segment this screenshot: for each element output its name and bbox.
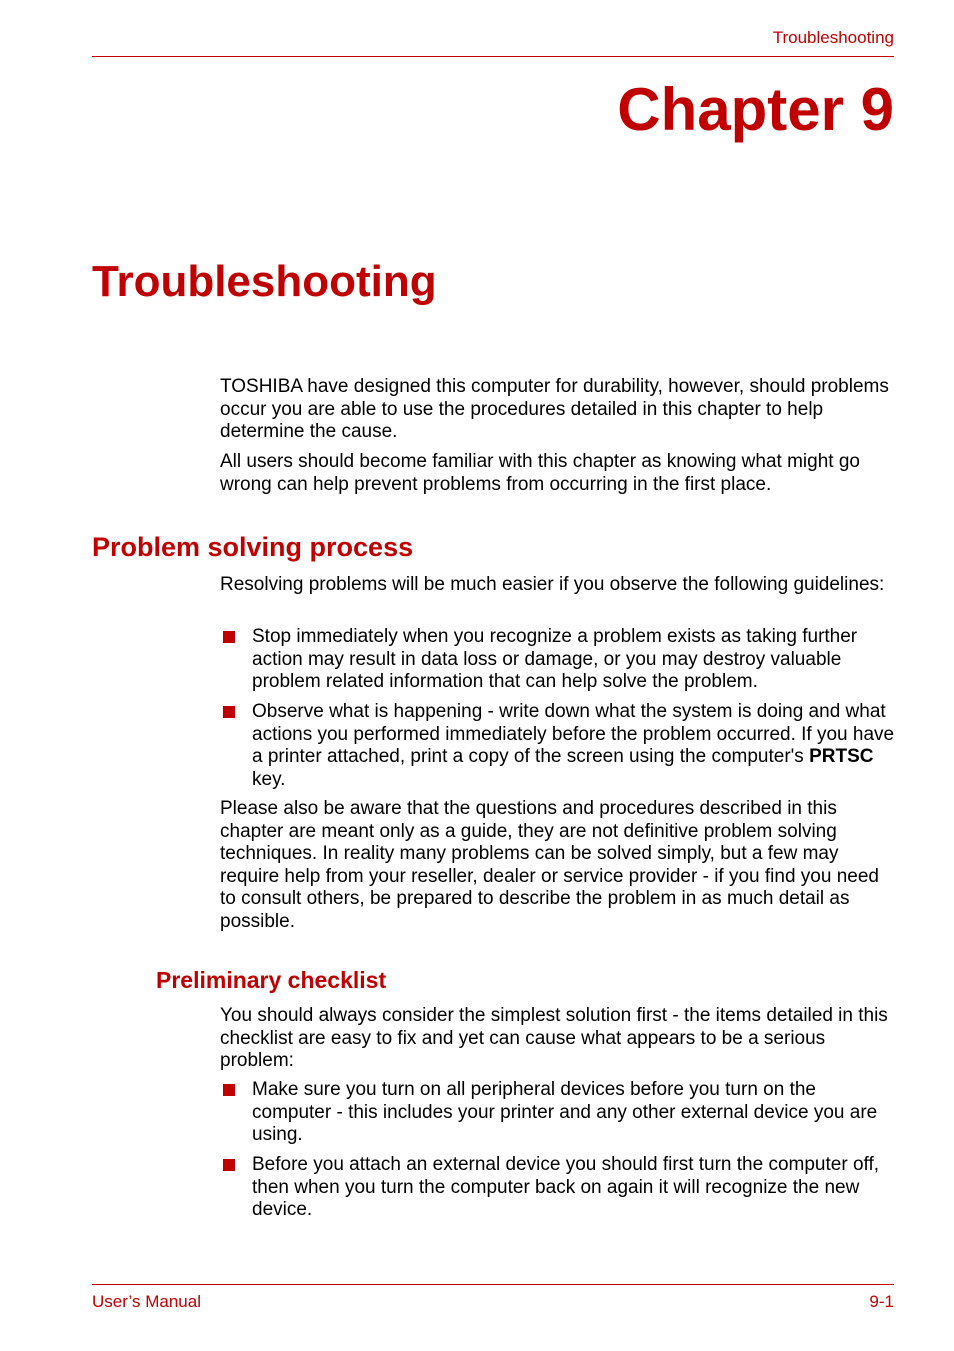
list-item-text: Stop immediately when you recognize a problem exists as taking further action may result in data loss or damage, or you may destroy valuable problem related information that can help solve the problem. <box>252 626 858 693</box>
subsection-heading-preliminary-checklist: Preliminary checklist <box>156 967 387 993</box>
key-name: PRTSC <box>809 746 874 768</box>
chapter-label: Chapter 9 <box>617 76 894 143</box>
list-item-text: Before you attach an external device you should first turn the computer off, then when you turn the computer back on again it will recognize the new device. <box>252 1154 880 1221</box>
intro-paragraph-1: TOSHIBA have designed this computer for durability, however, should problems occur you are able to use the procedures detailed in this chapter to help determine the cause. <box>220 376 889 443</box>
page-number: 9-1 <box>869 1292 894 1311</box>
section2-lead: You should always consider the simplest solution first - the items detailed in this checklist are easy to fix and yet can cause what appears to be a serious problem: <box>220 1005 888 1072</box>
bullet-square-icon <box>223 706 235 718</box>
page-title: Troubleshooting <box>92 257 437 306</box>
bullet-square-icon <box>223 1084 235 1096</box>
section1-lead: Resolving problems will be much easier if you observe the following guidelines: <box>220 574 885 595</box>
section-heading-problem-solving: Problem solving process <box>92 532 414 562</box>
section1-closing: Please also be aware that the questions and procedures described in this chapter are meant only as a guide, they are not definitive problem solving techniques. In reality many problems can be solved simply, but a few may require help from your reseller, dealer or service provider - if you find you need to consult others, be prepared to describe the problem in as much detail as possible. <box>220 798 879 932</box>
intro-paragraph-2: All users should become familiar with this chapter as knowing what might go wrong can help prevent problems from occurring in the first place. <box>220 451 860 495</box>
header-rule <box>92 56 894 57</box>
running-header: Troubleshooting <box>772 28 894 47</box>
list-item-text: Observe what is happening - write down what the system is doing and what actions you performed immediately before the problem occurred. If you have a printer attached, print a copy of the screen using the computer's PRTSC key. <box>252 701 895 790</box>
footer-manual-label: User’s Manual <box>92 1292 201 1311</box>
footer-rule <box>92 1284 894 1285</box>
list-item-text: Make sure you turn on all peripheral devices before you turn on the computer - this includes your printer and any other external device you are using. <box>252 1079 878 1146</box>
bullet-square-icon <box>223 1159 235 1171</box>
bullet-square-icon <box>223 631 235 643</box>
